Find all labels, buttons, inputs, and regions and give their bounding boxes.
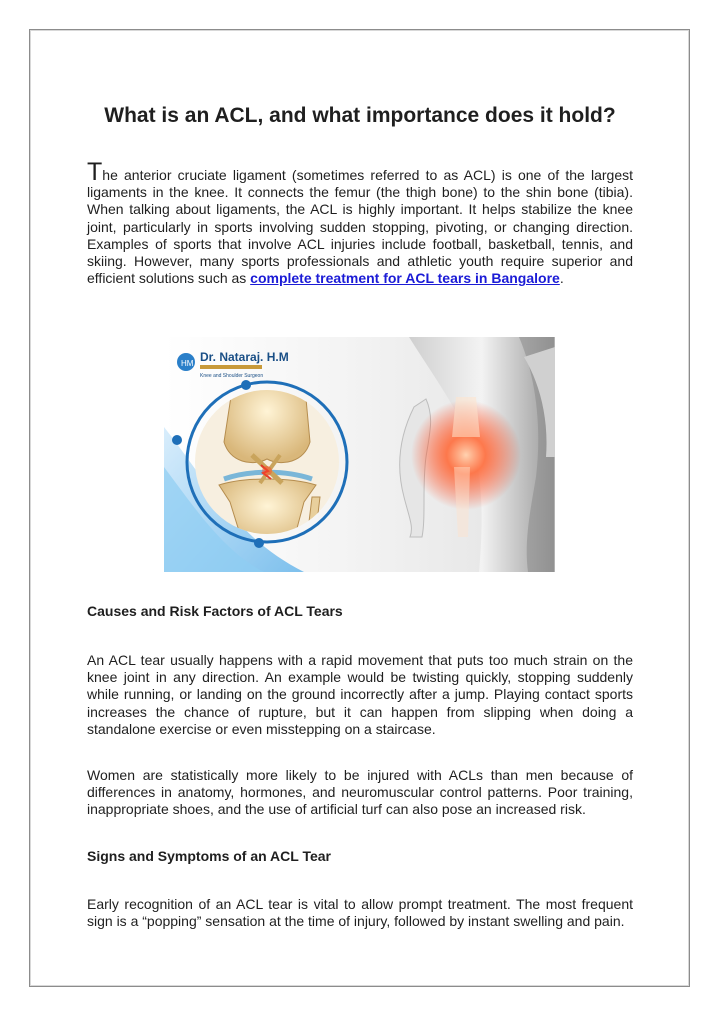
logo-subtitle: Knee and Shoulder Surgeon (200, 373, 264, 379)
section-heading-causes: Causes and Risk Factors of ACL Tears (87, 603, 343, 619)
acl-treatment-link[interactable]: complete treatment for ACL tears in Bangalore (250, 270, 560, 287)
page-title: What is an ACL, and what importance does it hold? (104, 104, 616, 127)
symptoms-paragraph-1: Early recognition of an ACL tear is vital to allow prompt treatment. The most frequent sign is a “popping” sensation at the time of injury, followed by instant swelling and pain. (87, 896, 633, 930)
knee-illustration (164, 337, 555, 572)
knee-illustration-svg (164, 337, 555, 572)
logo-name: Dr. Nataraj. H.M (200, 350, 289, 364)
intro-trailing: . (559, 270, 564, 287)
svg-text:HM: HM (181, 359, 194, 368)
intro-text: he anterior cruciate ligament (sometimes referred to as ACL) is one of the largest ligaments in the knee. It connects the femur (the thigh bone) to the shin bone (tibia). When talking about ligaments, the ACL is highly important. It helps stabilize the knee joint, particularly in sports involving sudden stopping, pivoting, or changing direction. Examples of sports that involve ACL injuries include football, basketball, tennis, and skiing. However, many sports professionals and athletic youth require superior and efficient solutions such as (87, 167, 633, 287)
causes-paragraph-1: An ACL tear usually happens with a rapid movement that puts too much strain on the knee joint in any direction. An example would be twisting quickly, stopping suddenly while running, or landing on the ground incorrectly after a jump. Playing contact sports increases the chance of rupture, but it can happen from slipping when doing a standalone exercise or even misstepping on a staircase. (87, 652, 633, 737)
section-heading-symptoms: Signs and Symptoms of an ACL Tear (87, 848, 332, 864)
drop-cap: T (87, 158, 103, 186)
intro-paragraph (87, 158, 633, 287)
causes-paragraph-2: Women are statistically more likely to be injured with ACLs than men because of differences in anatomy, hormones, and neuromuscular control patterns. Poor training, inappropriate shoes, and the use of artificial turf can also pose an increased risk. (87, 767, 633, 818)
